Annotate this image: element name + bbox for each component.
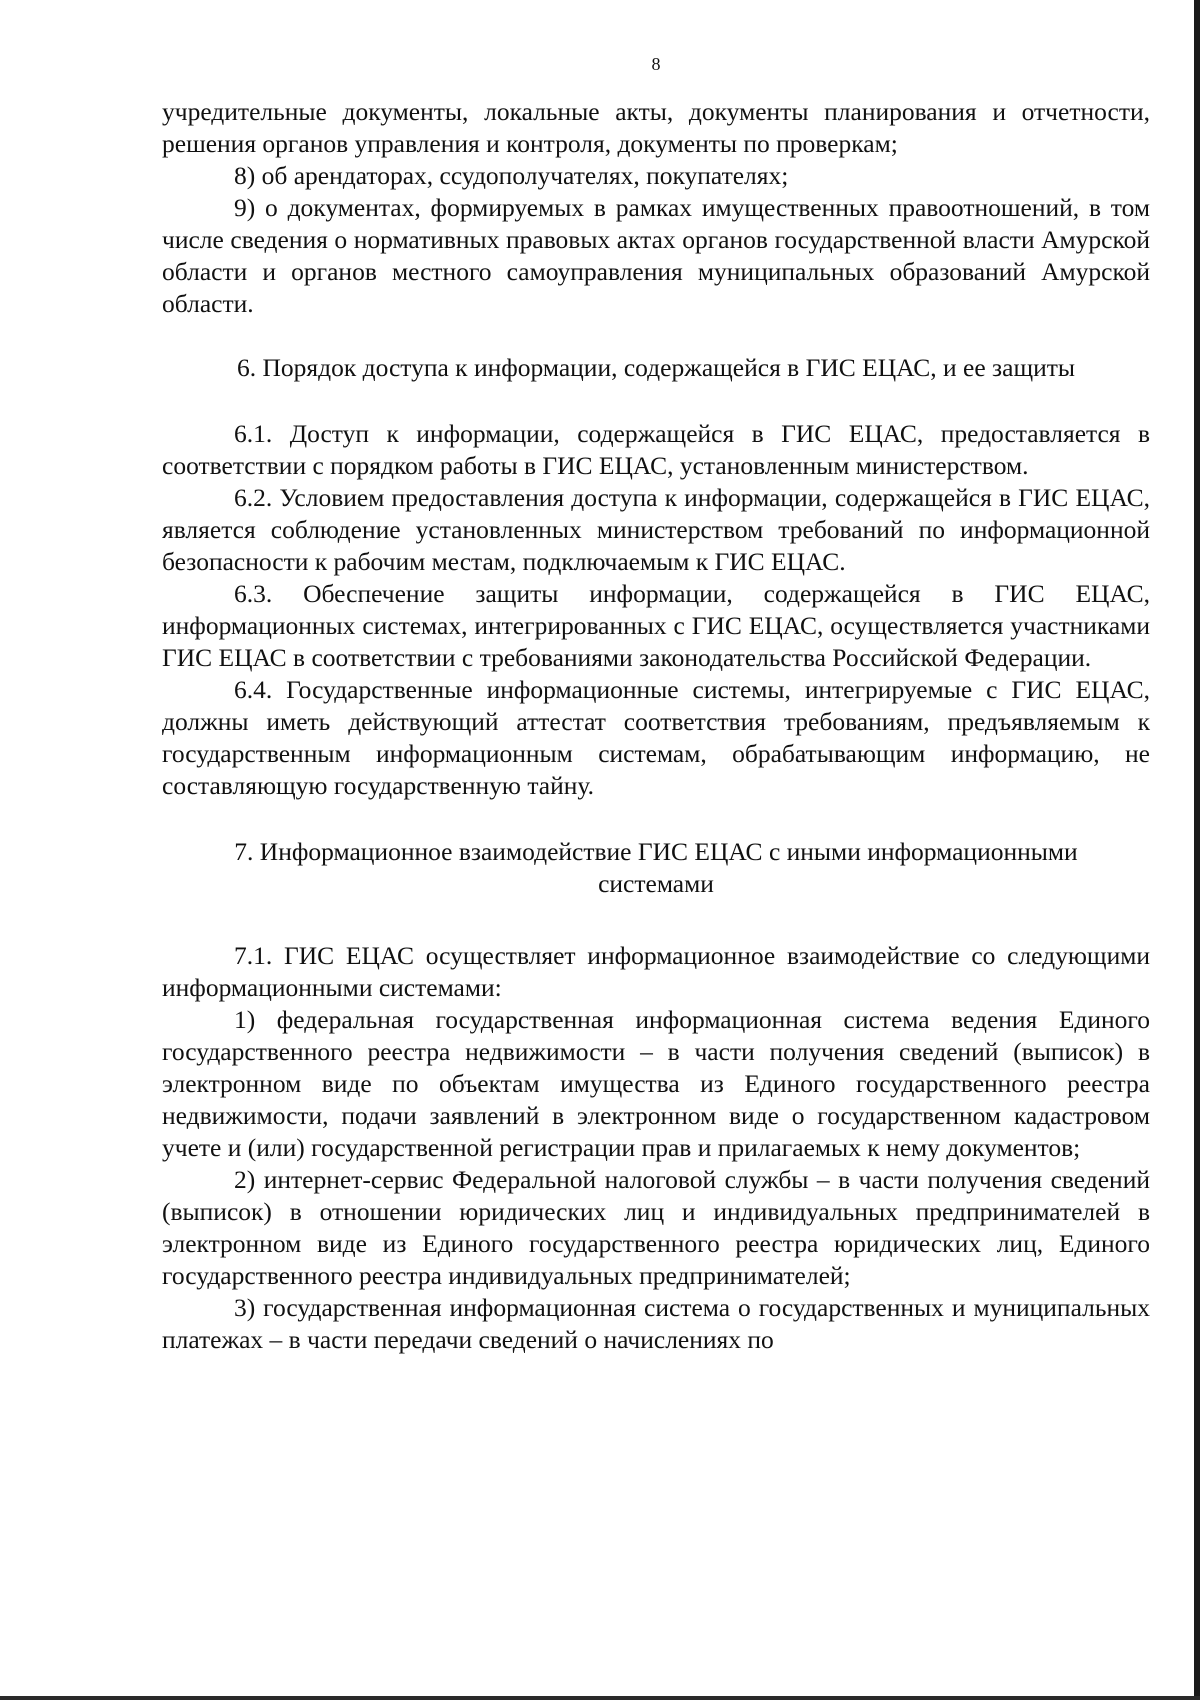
clause-7-1-item-3: 3) государственная информационная система о государственных и муниципальных платежах – в части передачи сведений о начислениях по [162,1293,1150,1354]
intro-block [162,96,1150,320]
clause-6-2: 6.2. Условием предоставления доступа к информации, содержащейся в ГИС ЕЦАС, является соблюдение установленных министерством требований по информационной безопасности к рабочим местам, подключаемым к ГИС ЕЦАС. [162,483,1150,576]
scan-edge-bottom [0,1696,1200,1700]
document-page [162,52,1150,1356]
section-6-heading: 6. Порядок доступа к информации, содержащейся в ГИС ЕЦАС, и ее защиты [236,353,1076,382]
intro-paragraph-continued: учредительные документы, локальные акты, документы планирования и отчетности, решения органов управления и контроля, документы по проверкам; [162,97,1150,158]
section-7-heading-line-2: системами [598,869,714,898]
section-7-heading-line-1: 7. Информационное взаимодействие ГИС ЕЦАС с иными информационными [234,837,1078,866]
section-6-body [162,418,1150,802]
clause-7-1: 7.1. ГИС ЕЦАС осуществляет информационное взаимодействие со следующими информационными системами: [162,941,1150,1002]
page-number: 8 [651,54,661,74]
clause-6-3: 6.3. Обеспечение защиты информации, содержащейся в ГИС ЕЦАС, информационных системах, интегрированных с ГИС ЕЦАС, осуществляется участниками ГИС ЕЦАС в соответствии с требованиями законодательства Российской Федерации. [162,579,1150,672]
clause-7-1-item-1: 1) федеральная государственная информационная система ведения Единого государственного реестра недвижимости – в части получения сведений (выписок) в электронном виде по объектам имущества из Единого государственного реестра недвижимости, подачи заявлений в электронном виде о государственном кадастровом учете и (или) государственной регистрации прав и прилагаемых к нему документов; [162,1005,1150,1162]
intro-item-8: 8) об арендаторах, ссудополучателях, покупателях; [234,161,789,190]
intro-item-9: 9) о документах, формируемых в рамках имущественных правоотношений, в том числе сведения о нормативных правовых актах органов государственной власти Амурской области и органов местного самоуправления муниципальных образований Амурской области. [162,193,1150,318]
clause-6-4: 6.4. Государственные информационные системы, интегрируемые с ГИС ЕЦАС, должны иметь действующий аттестат соответствия требованиям, предъявляемым к государственным информационным системам, обрабатывающим информацию, не составляющую государственную тайну. [162,675,1150,800]
section-7-body [162,940,1150,1356]
section-7-heading [162,836,1150,900]
scan-edge-right [1194,0,1200,1700]
clause-7-1-item-2: 2) интернет-сервис Федеральной налоговой службы – в части получения сведений (выписок) в отношении юридических лиц и индивидуальных предпринимателей в электронном виде из Единого государственного реестра юридических лиц, Единого государственного реестра индивидуальных предпринимателей; [162,1165,1150,1290]
clause-6-1: 6.1. Доступ к информации, содержащейся в ГИС ЕЦАС, предоставляется в соответствии с порядком работы в ГИС ЕЦАС, установленным министерством. [162,419,1150,480]
